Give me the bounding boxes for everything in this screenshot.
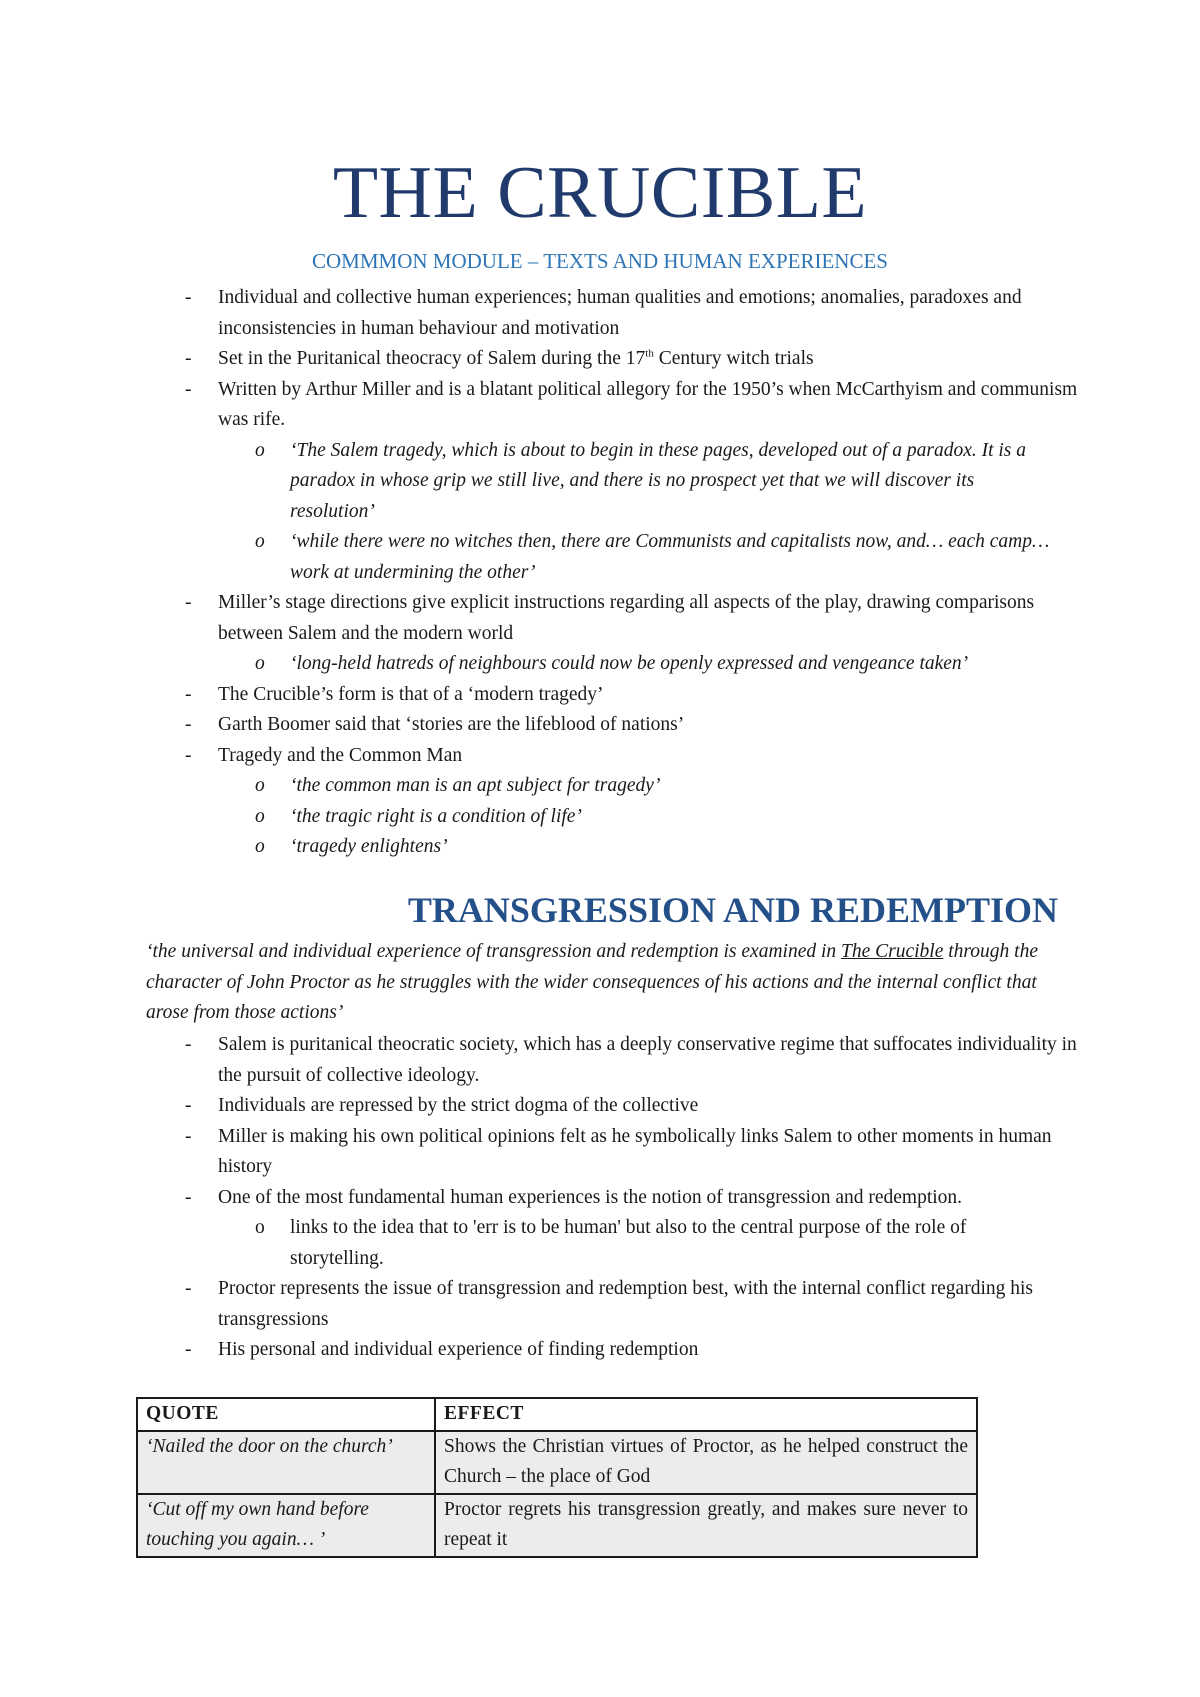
list-item: - Miller is making his own political opinions felt as he symbolically links Salem to other moments in human history xyxy=(0,1122,1078,1183)
dash-bullet: - xyxy=(185,683,192,705)
list-item: - Individuals are repressed by the strict dogma of the collective xyxy=(0,1091,1078,1122)
quote-effect-table xyxy=(136,1397,978,1558)
circle-bullet: o xyxy=(255,531,265,552)
dash-bullet: - xyxy=(185,348,192,369)
document-title: THE CRUCIBLE xyxy=(332,152,868,234)
list-item: - The Crucible’s form is that of a ‘modern tragedy’ xyxy=(0,680,1078,711)
list-item: - One of the most fundamental human experiences is the notion of transgression and redemption. xyxy=(0,1183,1078,1214)
circle-bullet: o xyxy=(255,653,265,674)
quote-cell: ‘Cut off my own hand before touching you again… ’ xyxy=(137,1494,435,1557)
dash-bullet: - xyxy=(185,1095,192,1116)
dash-bullet: - xyxy=(185,744,192,766)
play-title-underlined: The Crucible xyxy=(841,941,944,962)
list-item: - Written by Arthur Miller and is a blatant political allegory for the 1950’s when McCarthyism and communism was rife. xyxy=(0,375,1078,436)
table-header-row xyxy=(137,1398,977,1431)
sub-list-item: o ‘long-held hatreds of neighbours could now be openly expressed and vengeance taken’ xyxy=(0,649,1050,680)
effect-cell: Proctor regrets his transgression greatly, and makes sure never to repeat it xyxy=(435,1494,977,1557)
section-list xyxy=(0,1030,1200,1366)
column-header-quote: QUOTE xyxy=(137,1398,435,1431)
list-item: - Set in the Puritanical theocracy of Salem during the 17th Century witch trials xyxy=(0,344,1078,375)
list-item: - Proctor represents the issue of transgression and redemption best, with the internal conflict regarding his transgressions xyxy=(0,1274,1078,1335)
dash-bullet: - xyxy=(185,1125,192,1147)
sub-list-item: o ‘while there were no witches then, there are Communists and capitalists now, and… each camp… work at undermining the other’ xyxy=(0,527,1050,588)
quote-cell: ‘Nailed the door on the church’ xyxy=(137,1431,435,1494)
dash-bullet: - xyxy=(185,1278,192,1299)
circle-bullet: o xyxy=(255,836,265,857)
effect-cell: Shows the Christian virtues of Proctor, as he helped construct the Church – the place of God xyxy=(435,1431,977,1494)
sub-list-item: o links to the idea that to 'err is to be human' but also to the central purpose of the role of storytelling. xyxy=(0,1213,1050,1274)
list-item: - Tragedy and the Common Man xyxy=(0,741,1078,772)
sub-list-item: o ‘tragedy enlightens’ xyxy=(0,832,1050,863)
table-row xyxy=(137,1494,977,1557)
list-item: - Miller’s stage directions give explicit instructions regarding all aspects of the play, drawing comparisons between Salem and the modern world xyxy=(0,588,1078,649)
dash-bullet: - xyxy=(185,1339,192,1360)
sub-list-item: o ‘The Salem tragedy, which is about to begin in these pages, developed out of a paradox. It is a paradox in whose grip we still live, and there is no prospect yet that we will discover its resolution’ xyxy=(0,436,1050,528)
list-item: - Individual and collective human experiences; human qualities and emotions; anomalies, paradoxes and inconsistencies in human behaviour and motivation xyxy=(0,283,1078,344)
dash-bullet: - xyxy=(185,1034,192,1055)
module-subtitle: COMMMON MODULE – TEXTS AND HUMAN EXPERIENCES xyxy=(312,249,888,273)
sub-list-item: o ‘the common man is an apt subject for tragedy’ xyxy=(0,771,1050,802)
sub-list-item: o ‘the tragic right is a condition of life’ xyxy=(0,802,1050,833)
circle-bullet: o xyxy=(255,1217,265,1238)
list-item: - Salem is puritanical theocratic society, which has a deeply conservative regime that suffocates individuality in the pursuit of collective ideology. xyxy=(0,1030,1078,1091)
section-heading: TRANSGRESSION AND REDEMPTION xyxy=(407,890,1058,930)
list-item: - His personal and individual experience of finding redemption xyxy=(0,1335,1078,1366)
column-header-effect: EFFECT xyxy=(435,1398,977,1431)
dash-bullet: - xyxy=(185,1186,192,1208)
dash-bullet: - xyxy=(185,714,192,735)
dash-bullet: - xyxy=(185,287,192,308)
circle-bullet: o xyxy=(255,775,265,796)
overview-list xyxy=(0,283,1200,863)
list-item: - Garth Boomer said that ‘stories are the lifeblood of nations’ xyxy=(0,710,1078,741)
table-row xyxy=(137,1431,977,1494)
circle-bullet: o xyxy=(255,439,265,461)
dash-bullet: - xyxy=(185,592,192,613)
circle-bullet: o xyxy=(255,805,265,827)
dash-bullet: - xyxy=(185,378,192,400)
section-intro: ‘the universal and individual experience of transgression and redemption is examined in The Crucible through the character of John Proctor as he struggles with the wider consequences of his actions and the internal conflict that arose from those actions’ xyxy=(146,941,1038,1023)
